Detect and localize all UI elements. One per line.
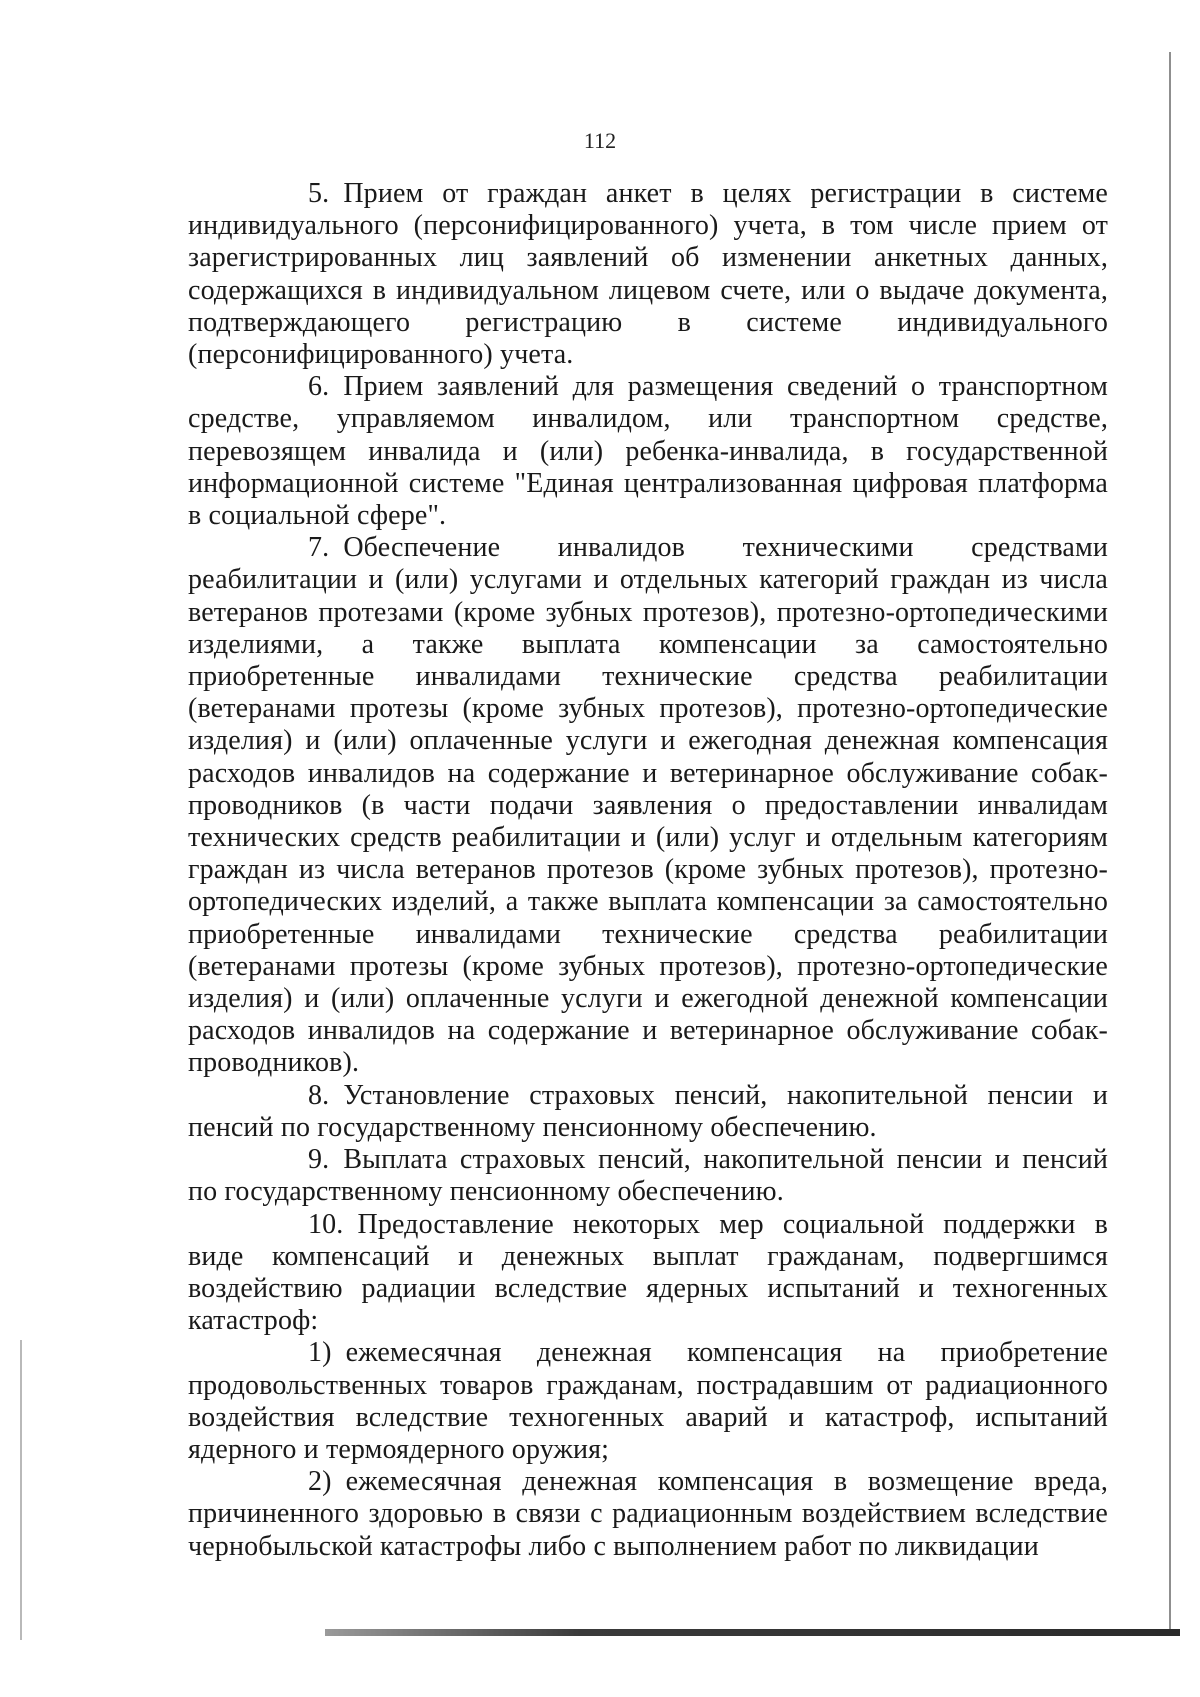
paragraph-item-8	[188, 1080, 1108, 1144]
paragraph-item-9	[188, 1144, 1108, 1208]
subparagraph-number: 2)	[308, 1466, 332, 1498]
paragraph-item-10	[188, 1209, 1108, 1338]
paragraph-text: Прием от граждан анкет в целях регистрации в системе индивидуального (персонифицированного) учета, в том числе прием от зарегистрированных лиц заявлений об изменении анкетных данных, содержащихся в индивидуальном лицевом счете, или о выдаче документа, подтверждающего регистрацию в системе индивидуального (персонифицированного) учета.	[188, 178, 1108, 371]
paragraph-number: 5.	[308, 178, 330, 209]
paragraph-number: 9.	[308, 1144, 330, 1176]
subparagraph-text: ежемесячная денежная компенсация в возмещение вреда, причиненного здоровью в связи с радиационным воздействием вследствие чернобыльской катастрофы либо с выполнением работ по ликвидации	[188, 1466, 1108, 1562]
paragraph-text: Установление страховых пенсий, накопительной пенсии и пенсий по государственному пенсионному обеспечению.	[188, 1079, 1108, 1143]
page-number: 112	[583, 128, 617, 153]
document-body	[188, 178, 1108, 1563]
subparagraph-item-2	[188, 1466, 1108, 1563]
paragraph-text: Выплата страховых пенсий, накопительной пенсии и пенсий по государственному пенсионному обеспечению.	[188, 1144, 1108, 1208]
paragraph-text: Предоставление некоторых мер социальной поддержки в виде компенсаций и денежных выплат гражданам, подвергшимся воздействию радиации вследствие ядерных испытаний и техногенных катастроф:	[188, 1208, 1108, 1337]
scan-edge-line-left	[20, 1340, 22, 1640]
paragraph-number: 6.	[308, 371, 330, 403]
subparagraph-number: 1)	[308, 1337, 332, 1369]
paragraph-item-6	[188, 371, 1108, 532]
subparagraph-item-1	[188, 1337, 1108, 1466]
subparagraph-text: ежемесячная денежная компенсация на приобретение продовольственных товаров гражданам, пострадавшим от радиационного воздействия вследствие техногенных аварий и катастроф, испытаний ядерного и термоядерного оружия;	[188, 1337, 1108, 1465]
scan-edge-line-right	[1169, 52, 1171, 1632]
paragraph-text: Прием заявлений для размещения сведений о транспортном средстве, управляемом инвалидом, или транспортном средстве, перевозящем инвалида и (или) ребенка-инвалида, в государственной информационной системе "Единая централизованная цифровая платформа в социальной сфере".	[188, 371, 1108, 532]
paragraph-number: 10.	[308, 1208, 344, 1240]
paragraph-number: 7.	[308, 532, 330, 564]
scan-edge-line-bottom	[325, 1629, 1180, 1636]
paragraph-item-5	[188, 178, 1108, 371]
paragraph-number: 8.	[308, 1079, 330, 1111]
paragraph-item-7	[188, 532, 1108, 1079]
paragraph-text: Обеспечение инвалидов техническими средствами реабилитации и (или) услугами и отдельных категорий граждан из числа ветеранов протезами (кроме зубных протезов), протезно-ортопедическими изделиями, а также выплата компенсации за самостоятельно приобретенные инвалидами технические средства реабилитации (ветеранами протезы (кроме зубных протезов), протезно-ортопедические изделия) и (или) оплаченные услуги и ежегодная денежная компенсация расходов инвалидов на содержание и ветеринарное обслуживание собак-проводников (в части подачи заявления о предоставлении инвалидам технических средств реабилитации и (или) услуг и отдельным категориям граждан из числа ветеранов протезов (кроме зубных протезов), протезно-ортопедических изделий, а также выплата компенсации за самостоятельно приобретенные инвалидами технические средства реабилитации (ветеранами протезы (кроме зубных протезов), протезно-ортопедические изделия) и (или) оплаченные услуги и ежегодной денежной компенсации расходов инвалидов на содержание и ветеринарное обслуживание собак-проводников).	[188, 532, 1108, 1079]
